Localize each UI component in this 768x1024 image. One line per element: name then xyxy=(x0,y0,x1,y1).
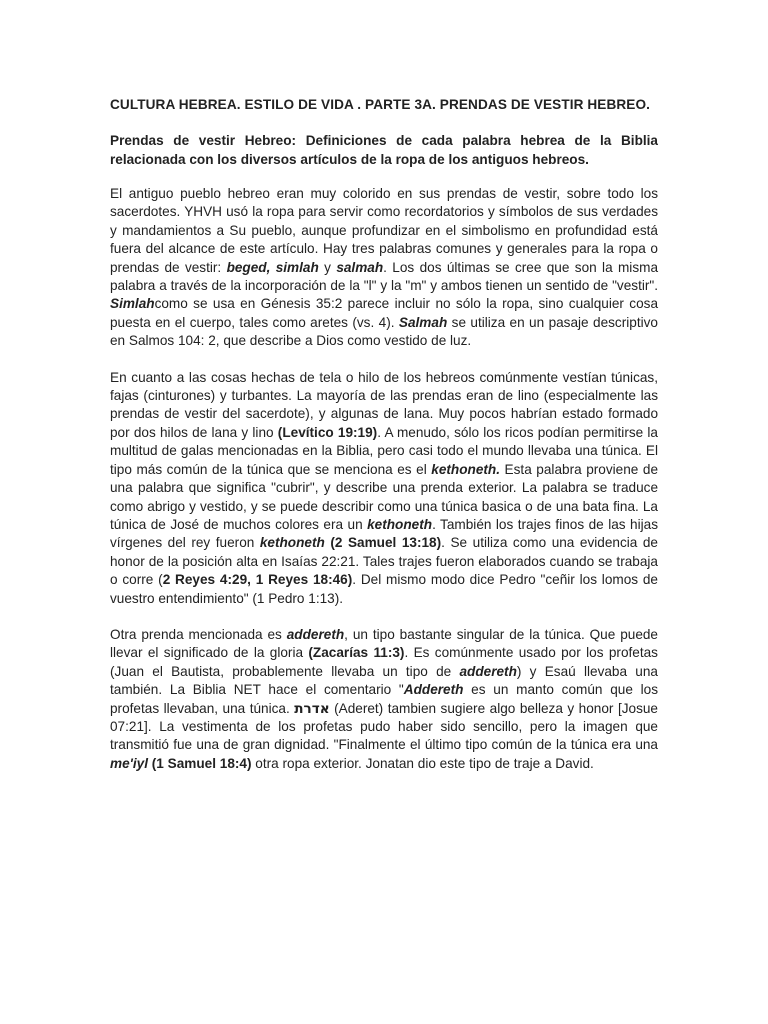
text-run: Esta palabra proviene de una palabra que significa "cubrir", y describe una prenda exterior. La palabra se traduce como abrigo y vestido, y se puede describir como una túnica basica o de una bata fina. La túnica de José de muchos colores era un xyxy=(110,461,659,532)
text-run: se utiliza en un pasaje descriptivo en Salmos 104: 2, que describe a Dios como vestido de luz. xyxy=(110,314,658,349)
text-run: salmah xyxy=(336,259,384,275)
text-run: . A menudo, sólo los ricos podían permitirse la multitud de galas mencionadas en la Biblia, pero casi todo el mundo llevaba una túnica. El tipo más común de la túnica que se menciona es el xyxy=(110,424,658,477)
text-run: En cuanto a las cosas hechas de tela o hilo de los hebreos comúnmente vestían túnicas, fajas (cinturones) y turbantes. La mayoría de las prendas eran de lino (especialmente las prendas de vestir del sacerdote), y algunas de lana. Muy pocos habrían estado formado por dos hilos de lana y lino xyxy=(110,369,658,440)
text-run: . También los trajes finos de las hijas vírgenes del rey fueron xyxy=(110,516,658,551)
text-run: Salmah xyxy=(398,314,448,330)
text-run: , un tipo bastante singular de la túnica. Que puede llevar el significado de la gloria xyxy=(110,626,658,661)
text-run: kethoneth. xyxy=(431,461,501,477)
text-run: . Del mismo modo dice Pedro "ceñir los lomos de vuestro entendimiento" (1 Pedro 1:13). xyxy=(110,572,658,606)
text-run: . Los dos últimas se cree que son la misma palabra a través de la incorporación de la "l" y la "m" y ambos tienen un sentido de "vestir". xyxy=(110,259,659,294)
text-run: 2 Reyes 4:29, 1 Reyes 18:46) xyxy=(162,572,353,588)
text-run: (Levítico 19:19) xyxy=(277,424,378,440)
text-run: אדרת xyxy=(294,700,330,717)
document-title: CULTURA HEBREA. ESTILO DE VIDA . PARTE 3A. PRENDAS DE VESTIR HEBREO. xyxy=(110,97,651,112)
text-run: es un manto común que los profetas llevaban, una túnica. xyxy=(110,682,658,716)
text-run: y xyxy=(324,259,331,275)
text-run: (1 Samuel 18:4) xyxy=(151,755,252,771)
text-run: otra ropa exterior. Jonatan dio este tipo de traje a David. xyxy=(251,755,594,771)
paragraph-1 xyxy=(110,185,658,351)
text-run: ) y Esaú llevaba una también. La Biblia NET hace el comentario " xyxy=(110,663,658,698)
text-run: Addereth xyxy=(403,682,464,698)
text-run: . Se utiliza como una evidencia de honor de la posición alta en Isaías 22:21. Tales trajes fueron elaborados cuando se trabaja o corre ( xyxy=(110,535,658,588)
text-run: (Zacarías 11:3) xyxy=(308,645,405,661)
text-run: addereth xyxy=(459,663,517,679)
document-page xyxy=(110,92,658,791)
text-run: kethoneth xyxy=(367,516,433,532)
paragraph-3 xyxy=(110,626,658,773)
text-run: (Aderet) tambien sugiere algo belleza y honor [Josue 07:21]. La vestimenta de los profetas pudo haber sido sencillo, pero la imagen que transmitió fue una de gran dignidad. "Finalmente el último tipo común de la túnica era una xyxy=(110,700,658,753)
text-run: (2 Samuel 13:18) xyxy=(330,535,442,551)
text-run: Simlah xyxy=(110,296,155,312)
text-run: kethoneth xyxy=(259,535,325,551)
text-run: El antiguo pueblo hebreo eran muy colorido en sus prendas de vestir, sobre todo los sacerdotes. YHVH usó la ropa para servir como recordatorios y símbolos de sus verdades y mandamientos a Su pueblo, aunque profundizar en el simbolismo en profundidad está fuera del alcance de este artículo. Hay tres palabras comunes y generales para la ropa o prendas de vestir: xyxy=(110,186,658,275)
text-run: Otra prenda mencionada es xyxy=(110,626,287,642)
document-subtitle: Prendas de vestir Hebreo: Definiciones de cada palabra hebrea de la Biblia relacionada con los diversos artículos de la ropa de los antiguos hebreos. xyxy=(110,133,658,167)
text-run: me'iyl xyxy=(110,755,148,771)
text-run: addereth xyxy=(286,626,345,642)
text-run: como se usa en Génesis 35:2 parece incluir no sólo la ropa, sino cualquier cosa puesta en el cuerpo, tales como aretes (vs. 4). xyxy=(110,296,658,330)
paragraph-2 xyxy=(110,369,658,608)
text-run: beged, simlah xyxy=(226,259,319,275)
text-run: . Es comúnmente usado por los profetas (Juan el Bautista, probablemente llevaba un tipo de xyxy=(110,645,658,679)
